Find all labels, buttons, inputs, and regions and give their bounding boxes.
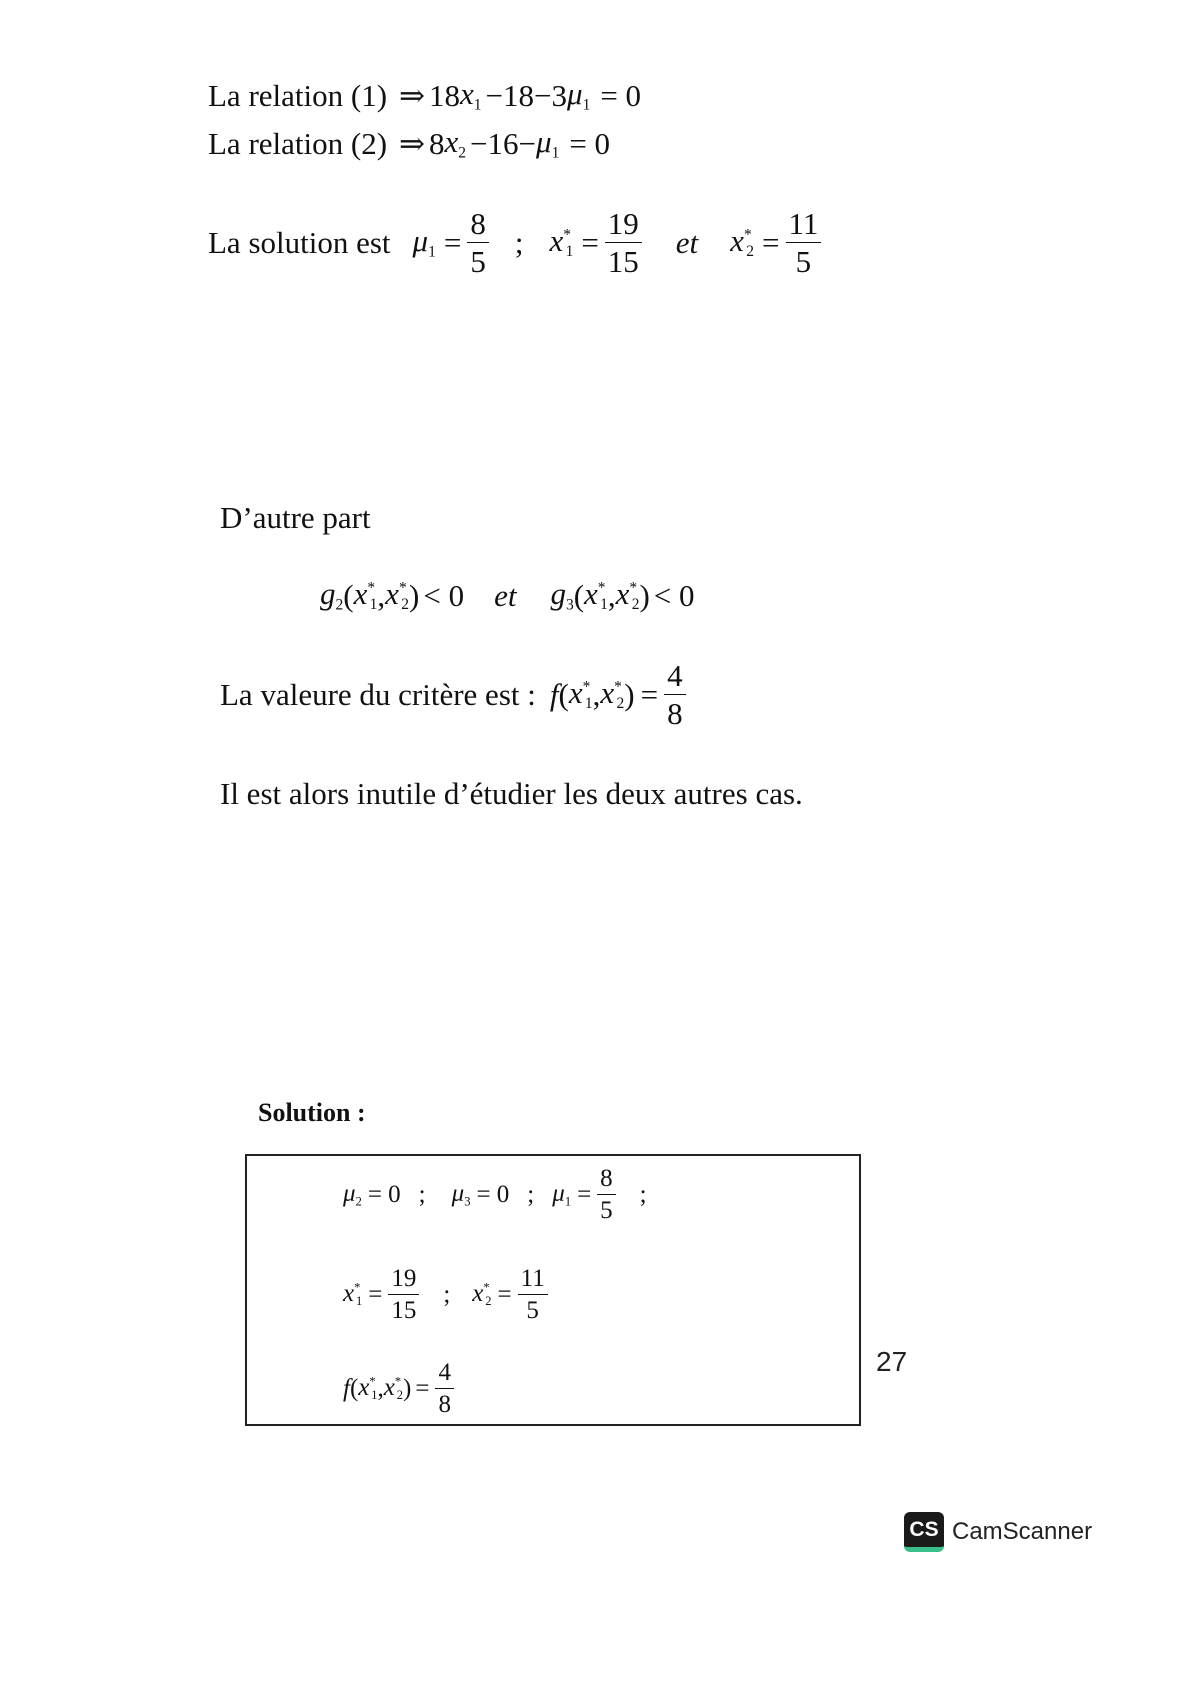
x2-star-symbol: $x^*_2$ bbox=[730, 223, 755, 261]
paren-close: ) bbox=[403, 1375, 412, 1402]
mu1-symbol: $\mu_1$ bbox=[552, 1180, 572, 1209]
solution-label: La solution est bbox=[208, 225, 391, 260]
box-x1-fraction bbox=[388, 1266, 419, 1323]
equals-zero: = 0 bbox=[367, 1181, 401, 1208]
camscanner-logo-icon: CS bbox=[904, 1512, 944, 1552]
comma: , bbox=[377, 577, 386, 613]
box-mu1-denominator: 5 bbox=[600, 1197, 613, 1224]
et-word: et bbox=[675, 225, 699, 260]
x1-fraction bbox=[605, 208, 642, 277]
comma: , bbox=[592, 677, 601, 712]
mu1-numerator: 8 bbox=[467, 208, 489, 243]
less-than-zero: < 0 bbox=[423, 577, 465, 613]
conclusion-text: Il est alors inutile d’étudier les deux autres cas. bbox=[220, 776, 803, 811]
x1-star: $x^*_1$ bbox=[584, 576, 608, 614]
relation-1-var: $x_1$ bbox=[460, 76, 482, 114]
mu3-symbol: $\mu_3$ bbox=[451, 1180, 471, 1209]
x2-denominator: 5 bbox=[795, 244, 812, 279]
et-word: et bbox=[494, 577, 517, 613]
paren-close: ) bbox=[409, 577, 420, 613]
box-x2-numerator: 11 bbox=[518, 1266, 548, 1295]
relation-1-end: = 0 bbox=[600, 77, 642, 113]
criterion-numerator: 4 bbox=[664, 660, 686, 695]
relation-2-coef: 8 bbox=[429, 125, 445, 161]
criterion-fraction bbox=[664, 660, 686, 729]
camscanner-watermark bbox=[904, 1512, 1092, 1552]
paren-open: ( bbox=[558, 677, 569, 712]
x1-star-symbol: $x^*_1$ bbox=[549, 223, 574, 261]
equals-zero: = 0 bbox=[476, 1181, 510, 1208]
mu1-fraction bbox=[467, 208, 489, 277]
relation-2-label: La relation (2) bbox=[208, 125, 388, 161]
relation-1-mu: $\mu_1$ bbox=[567, 76, 591, 114]
box-x2-fraction bbox=[518, 1266, 548, 1323]
relation-1-middle: −18−3 bbox=[485, 77, 567, 113]
autre-part-text: D’autre part bbox=[220, 500, 371, 535]
x2-star: $x^*_2$ bbox=[615, 576, 640, 614]
criterion-line bbox=[220, 660, 692, 729]
solution-title: Solution : bbox=[258, 1098, 366, 1127]
relation-2-line bbox=[208, 126, 610, 161]
box-x1-denominator: 15 bbox=[391, 1297, 417, 1324]
x1-denominator: 15 bbox=[607, 244, 639, 279]
x1-star: $x^*_1$ bbox=[353, 576, 378, 614]
mu1-denominator: 5 bbox=[470, 244, 486, 279]
separator: ; bbox=[514, 225, 524, 260]
g2-symbol: $g_2$ bbox=[320, 576, 344, 614]
relation-2-middle: −16− bbox=[470, 125, 536, 161]
mu2-symbol: $\mu_2$ bbox=[343, 1180, 362, 1209]
relation-2-mu: $\mu_1$ bbox=[536, 124, 560, 162]
equals-sign: = bbox=[443, 225, 462, 260]
criterion-denominator: 8 bbox=[667, 696, 683, 731]
constraints-line bbox=[320, 578, 695, 613]
x2-fraction bbox=[786, 208, 822, 277]
box-f-numerator: 4 bbox=[435, 1360, 454, 1389]
f-symbol: f bbox=[343, 1375, 350, 1402]
relation-2-var: $x_2$ bbox=[444, 124, 467, 162]
conclusion-line bbox=[220, 778, 803, 809]
box-x1-numerator: 19 bbox=[388, 1266, 419, 1295]
solution-box-mu-line bbox=[343, 1166, 647, 1223]
paren-open: ( bbox=[573, 577, 585, 613]
separator: ; bbox=[639, 1181, 647, 1208]
g3-symbol: $g_3$ bbox=[550, 576, 574, 614]
x2-star: $x^*_2$ bbox=[383, 1374, 403, 1403]
relation-1-line bbox=[208, 78, 641, 113]
criterion-label: La valeure du critère est : bbox=[220, 677, 536, 712]
paren-close: ) bbox=[639, 577, 650, 613]
paren-close: ) bbox=[624, 677, 635, 712]
mu1-symbol: $\mu_1$ bbox=[412, 223, 436, 261]
x2-star: $x^*_2$ bbox=[385, 576, 410, 614]
box-f-denominator: 8 bbox=[438, 1391, 451, 1418]
separator: ; bbox=[527, 1181, 535, 1208]
camscanner-name: CamScanner bbox=[952, 1518, 1093, 1545]
x2-numerator: 11 bbox=[786, 208, 822, 243]
implies-symbol: ⇒ bbox=[399, 77, 426, 113]
x1-star: $x^*_1$ bbox=[358, 1374, 378, 1403]
relation-2-end: = 0 bbox=[569, 125, 611, 161]
x1-numerator: 19 bbox=[605, 208, 642, 243]
implies-symbol: ⇒ bbox=[399, 125, 426, 161]
paren-open: ( bbox=[349, 1375, 359, 1402]
equals-sign: = bbox=[577, 1181, 592, 1208]
equals-sign: = bbox=[581, 225, 599, 260]
solution-box-f-line bbox=[343, 1360, 460, 1417]
solution-line bbox=[208, 208, 827, 277]
x1-star: $x^*_1$ bbox=[343, 1280, 363, 1309]
box-mu1-fraction bbox=[597, 1166, 616, 1223]
autre-part-heading bbox=[220, 502, 371, 533]
relation-1-label: La relation (1) bbox=[208, 77, 388, 113]
x2-star: $x^*_2$ bbox=[600, 675, 625, 713]
less-than-zero: < 0 bbox=[653, 577, 695, 613]
equals-sign: = bbox=[640, 677, 659, 712]
box-x2-denominator: 5 bbox=[526, 1297, 539, 1324]
f-symbol: f bbox=[549, 677, 559, 712]
page-number: 27 bbox=[864, 1346, 919, 1378]
solution-box-x-line bbox=[343, 1266, 554, 1323]
box-f-fraction bbox=[435, 1360, 454, 1417]
equals-sign: = bbox=[368, 1281, 383, 1308]
comma: , bbox=[607, 577, 616, 613]
relation-1-coef: 18 bbox=[429, 77, 461, 113]
x1-star: $x^*_1$ bbox=[568, 675, 593, 713]
comma: , bbox=[377, 1375, 384, 1402]
x2-star: $x^*_2$ bbox=[472, 1280, 492, 1309]
equals-sign: = bbox=[762, 225, 780, 260]
paren-open: ( bbox=[343, 577, 354, 613]
solution-box bbox=[245, 1154, 861, 1426]
separator: ; bbox=[418, 1181, 426, 1208]
equals-sign: = bbox=[415, 1375, 430, 1402]
separator: ; bbox=[443, 1281, 451, 1308]
box-mu1-numerator: 8 bbox=[597, 1166, 616, 1195]
equals-sign: = bbox=[497, 1281, 512, 1308]
